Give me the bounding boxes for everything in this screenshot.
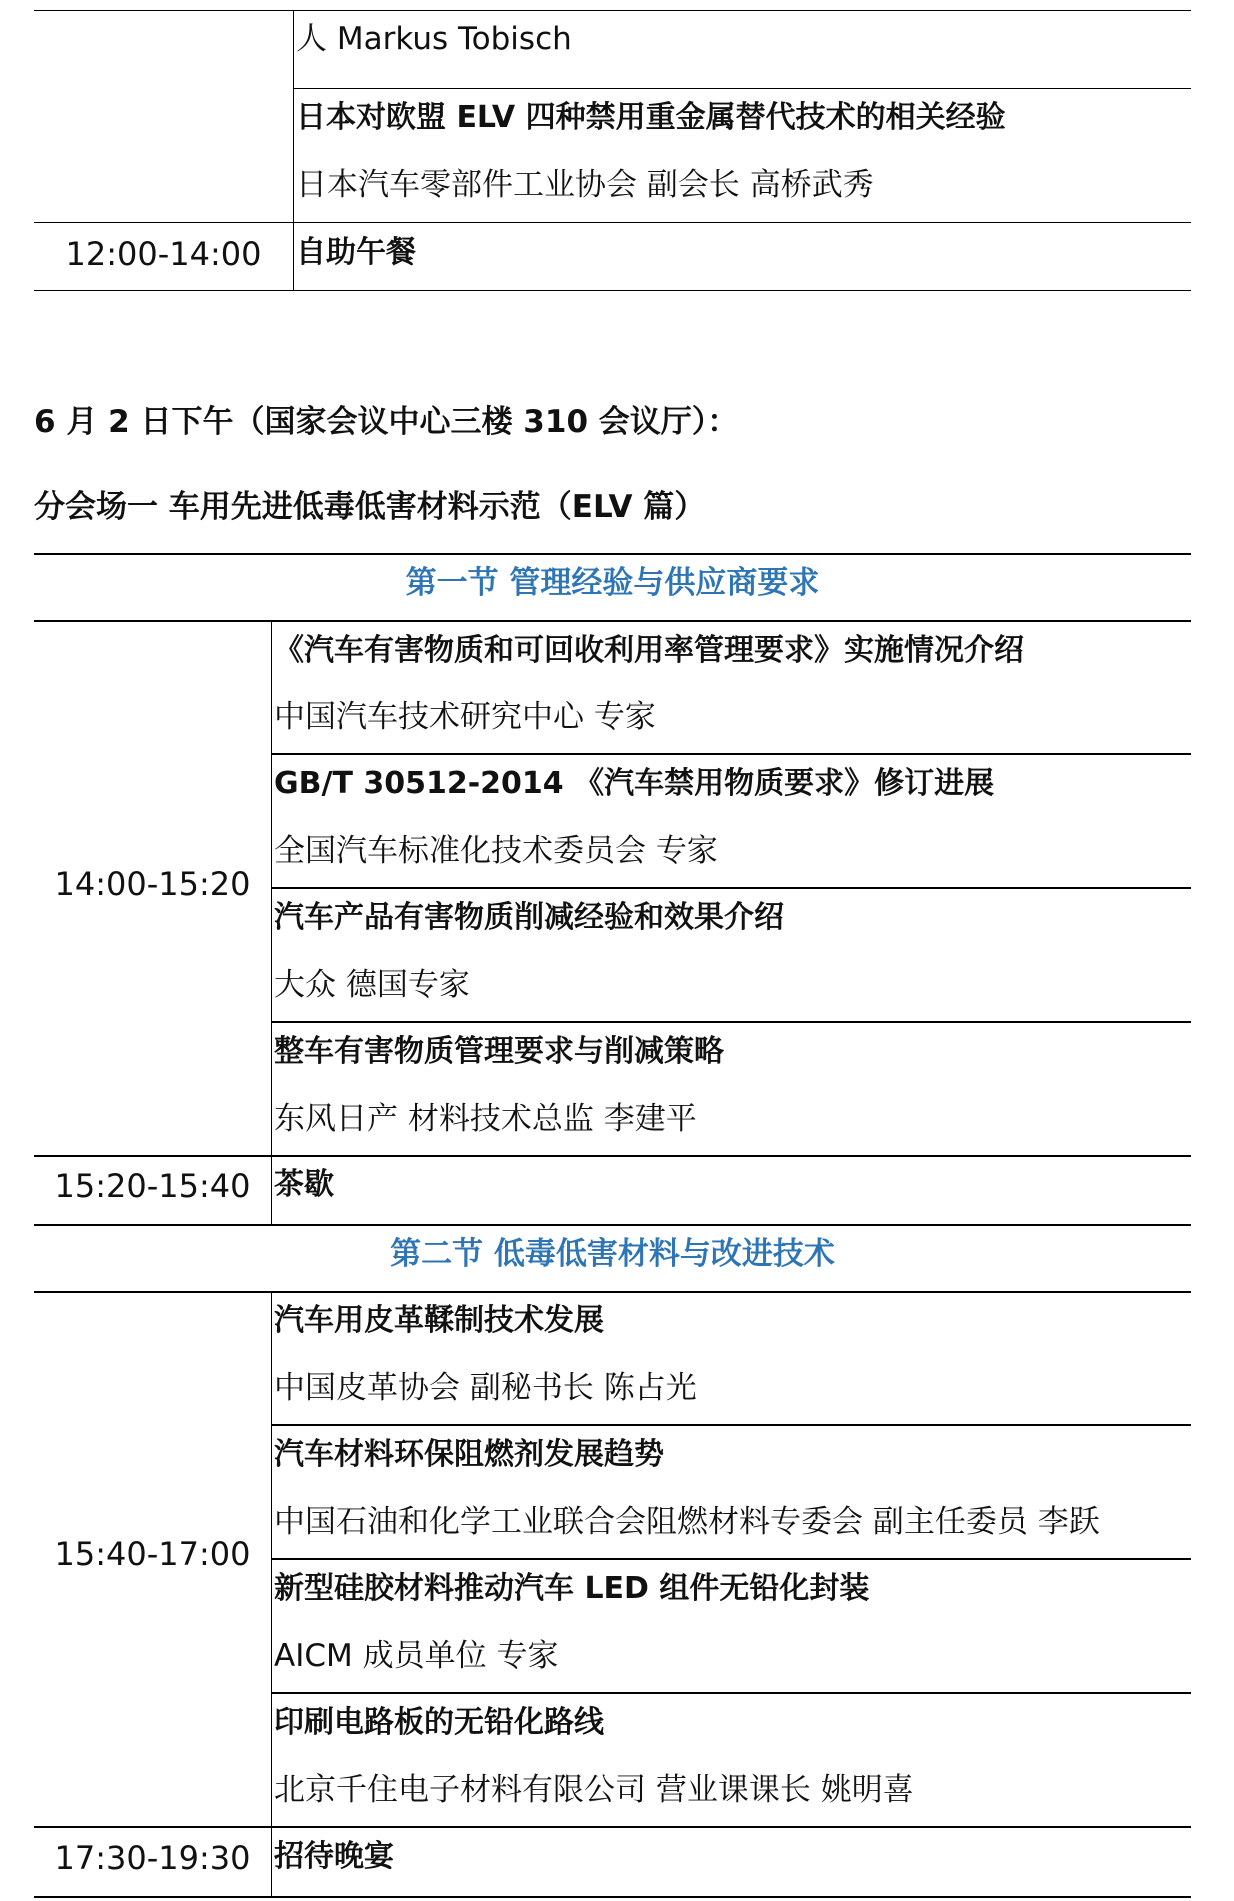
previous-speaker: 人 Markus Tobisch xyxy=(296,21,572,57)
talk-speaker: 东风日产 材料技术总监 李建平 xyxy=(274,1101,697,1137)
dinner-label: 招待晚宴 xyxy=(274,1839,394,1874)
table-rule xyxy=(34,620,1191,622)
column-divider xyxy=(271,620,272,1225)
talk-speaker: 日本汽车零部件工业协会 副会长 高桥武秀 xyxy=(296,167,874,203)
table-rule xyxy=(34,290,1191,291)
table-rule xyxy=(34,1291,1191,1293)
section-2-time: 15:40-17:00 xyxy=(54,1535,251,1573)
talk-title: 《汽车有害物质和可回收利用率管理要求》实施情况介绍 xyxy=(274,633,1024,668)
table-rule xyxy=(271,753,1191,755)
table-rule xyxy=(271,1692,1191,1694)
table-rule xyxy=(34,553,1191,555)
column-divider xyxy=(293,10,294,290)
table-rule xyxy=(34,1155,1191,1157)
section-1-label: 第一节 管理经验与供应商要求 xyxy=(405,565,820,601)
talk-title: 新型硅胶材料推动汽车 LED 组件无铅化封装 xyxy=(274,1571,870,1606)
table-rule xyxy=(34,222,1191,223)
talk-speaker: 中国皮革协会 副秘书长 陈占光 xyxy=(274,1370,697,1406)
section-2-label: 第二节 低毒低害材料与改进技术 xyxy=(390,1236,835,1272)
talk-title: GB/T 30512-2014 《汽车禁用物质要求》修订进展 xyxy=(274,766,995,801)
lunch-label: 自助午餐 xyxy=(296,235,416,270)
table-rule xyxy=(271,1424,1191,1426)
talk-speaker: 中国汽车技术研究中心 专家 xyxy=(274,699,656,735)
table-rule xyxy=(271,1021,1191,1023)
table-rule xyxy=(271,887,1191,889)
talk-title: 汽车材料环保阻燃剂发展趋势 xyxy=(274,1437,664,1472)
talk-speaker: 北京千住电子材料有限公司 营业课课长 姚明喜 xyxy=(274,1772,914,1808)
talk-title: 印刷电路板的无铅化路线 xyxy=(274,1705,604,1740)
table-rule xyxy=(34,1224,1191,1226)
talk-speaker: 大众 德国专家 xyxy=(274,967,470,1003)
column-divider xyxy=(271,1291,272,1897)
talk-title: 汽车用皮革鞣制技术发展 xyxy=(274,1303,604,1338)
talk-title: 汽车产品有害物质削减经验和效果介绍 xyxy=(274,900,784,935)
tea-break-time: 15:20-15:40 xyxy=(54,1167,251,1205)
session-heading: 分会场一 车用先进低毒低害材料示范（ELV 篇） xyxy=(34,489,706,525)
talk-speaker: AICM 成员单位 专家 xyxy=(274,1638,559,1674)
table-rule xyxy=(34,1896,1191,1898)
dinner-time: 17:30-19:30 xyxy=(54,1839,251,1877)
talk-title: 日本对欧盟 ELV 四种禁用重金属替代技术的相关经验 xyxy=(296,100,1006,135)
table-rule xyxy=(34,10,1191,11)
tea-break-label: 茶歇 xyxy=(274,1167,334,1202)
talk-speaker: 中国石油和化学工业联合会阻燃材料专委会 副主任委员 李跃 xyxy=(274,1504,1100,1540)
table-rule xyxy=(34,1826,1191,1828)
table-rule xyxy=(293,88,1191,89)
section-1-time: 14:00-15:20 xyxy=(54,865,251,903)
table-rule xyxy=(271,1558,1191,1560)
talk-title: 整车有害物质管理要求与削减策略 xyxy=(274,1034,724,1069)
talk-speaker: 全国汽车标准化技术委员会 专家 xyxy=(274,833,718,869)
afternoon-heading: 6 月 2 日下午（国家会议中心三楼 310 会议厅）： xyxy=(34,404,739,440)
lunch-time: 12:00-14:00 xyxy=(65,235,262,273)
